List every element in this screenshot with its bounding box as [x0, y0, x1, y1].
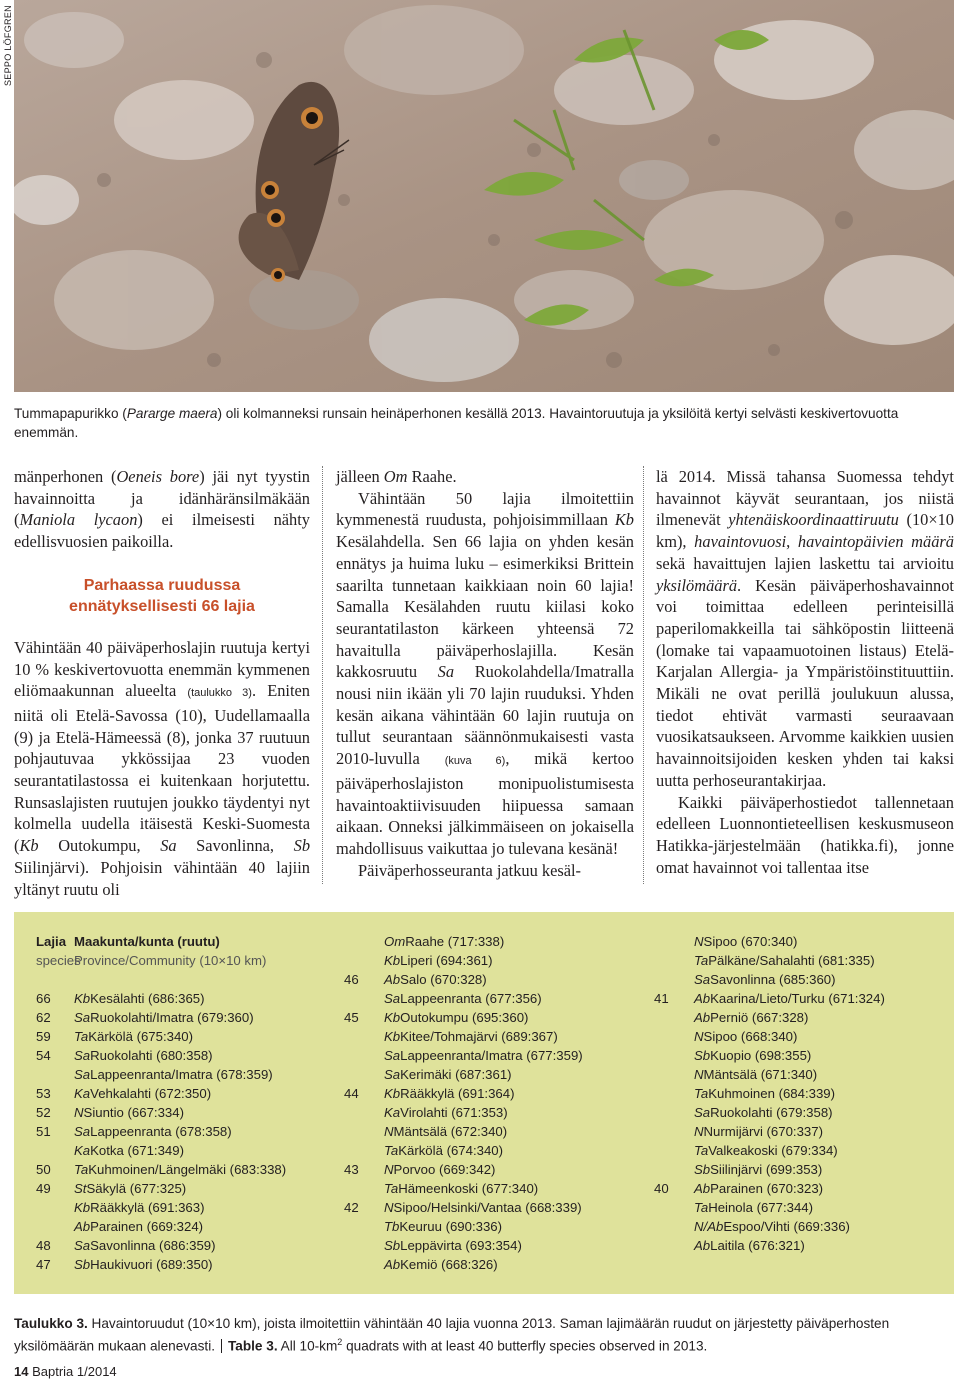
page-footer	[14, 1364, 117, 1379]
species-count: 46	[344, 972, 359, 987]
species-count	[344, 1046, 384, 1065]
province-abbr: Ta	[694, 1086, 709, 1101]
province-abbr: Tb	[384, 1219, 400, 1234]
province-abbr: Ab	[384, 1257, 401, 1272]
table-row	[654, 970, 954, 989]
species-count	[344, 951, 384, 970]
province-abbr: Sa	[694, 1105, 711, 1120]
table-caption: Taulukko 3. Havaintoruudut (10×10 km), joista ilmoitettiin vähintään 40 lajia vuonna 2013. Saman lajimäärän ruudut on järjestetty päiväperhosten yksilömäärän mukaan alenevasti. Table 3. All $10-km^2$ quadrats with at least 40 butterfly species observed in 2013.	[14, 1316, 890, 1354]
province-abbr: Ta	[384, 1143, 399, 1158]
province-abbr: Ta	[694, 1143, 709, 1158]
province-abbr: Sa	[384, 1048, 401, 1063]
photo-caption: Tummapapurikko (Pararge maera) oli kolmanneksi runsain heinäperhonen kesällä 2013. Havaintoruutuja ja yksilöitä kertyi selvästi keskivertovuotta enemmän.	[14, 406, 899, 440]
place-name: Kärkölä (675:340)	[88, 1029, 194, 1044]
table-row	[344, 951, 644, 970]
table-row	[344, 1122, 644, 1141]
table-row	[36, 1084, 336, 1103]
place-name: Vehkalahti (672:350)	[90, 1086, 212, 1101]
species-count: 53	[36, 1086, 51, 1101]
place-name: Hämeenkoski (677:340)	[398, 1181, 539, 1196]
species-count	[654, 932, 694, 951]
place-name: Siuntio (667:334)	[83, 1105, 184, 1120]
place-name: Lappeenranta/Imatra (677:359)	[400, 1048, 583, 1063]
province-abbr: Sa	[694, 972, 711, 987]
table-row	[36, 1255, 336, 1274]
province-abbr: Kb	[74, 991, 91, 1006]
place-name: Liperi (694:361)	[400, 953, 493, 968]
place-name: Parainen (670:323)	[710, 1181, 824, 1196]
place-name: Pälkäne/Sahalahti (681:335)	[708, 953, 875, 968]
place-name: Salo (670:328)	[400, 972, 487, 987]
species-count	[344, 1141, 384, 1160]
species-count: 49	[36, 1181, 51, 1196]
table-row	[344, 1255, 644, 1274]
place-name: Kuopio (698:355)	[710, 1048, 812, 1063]
province-abbr: Ka	[384, 1105, 401, 1120]
species-count	[344, 1179, 384, 1198]
place-name: Kitee/Tohmajärvi (689:367)	[400, 1029, 558, 1044]
species-count	[654, 1198, 694, 1217]
table-row	[36, 1046, 336, 1065]
table-row	[654, 1122, 954, 1141]
species-count	[344, 1027, 384, 1046]
species-count	[654, 1046, 694, 1065]
place-name: Espoo/Vihti (669:336)	[723, 1219, 850, 1234]
species-count	[344, 1236, 384, 1255]
place-name: Leppävirta (693:354)	[400, 1238, 522, 1253]
column-divider	[322, 466, 323, 884]
place-name: Lappeenranta (678:358)	[90, 1124, 232, 1139]
table-row	[654, 1217, 954, 1236]
place-name: Kotka (671:349)	[90, 1143, 184, 1158]
table-row	[654, 1198, 954, 1217]
table-row	[36, 1236, 336, 1255]
province-abbr: Kb	[384, 1010, 401, 1025]
place-name: Porvoo (669:342)	[393, 1162, 496, 1177]
table-row	[654, 1008, 954, 1027]
province-abbr: Kb	[384, 1029, 401, 1044]
table-header	[36, 932, 336, 951]
place-name: Ruokolahti/Imatra (679:360)	[90, 1010, 254, 1025]
province-abbr: Ab	[694, 1238, 711, 1253]
paragraph: mänperhonen (Oeneis bore) jäi nyt tyystin havainnoitta ja idänhäränsilmäkään (Maniola lycaon) ei ilmeisesti nähty edellisvuosien paikoilla.	[14, 467, 310, 552]
species-count	[36, 1217, 74, 1236]
province-abbr: St	[74, 1181, 87, 1196]
place-name: Kärkölä (674:340)	[398, 1143, 504, 1158]
place-name: Lappeenranta (677:356)	[400, 991, 542, 1006]
section-heading: Parhaassa ruudussa ennätyksellisesti 66 lajia	[69, 576, 255, 615]
article-column-2	[336, 466, 634, 881]
species-count	[344, 1103, 384, 1122]
place-name: Outokumpu (695:360)	[400, 1010, 529, 1025]
species-count: 42	[344, 1200, 359, 1215]
place-name: Rääkkylä (691:363)	[90, 1200, 205, 1215]
header-place-en: Province/Community (10×10 km)	[74, 953, 267, 968]
province-abbr: Ta	[694, 1200, 709, 1215]
place-name: Lappeenranta/Imatra (678:359)	[90, 1067, 273, 1082]
species-count	[654, 1065, 694, 1084]
province-abbr: Sb	[74, 1257, 91, 1272]
species-count	[654, 1103, 694, 1122]
table-row	[344, 1027, 644, 1046]
species-count	[36, 1065, 74, 1084]
table-row	[654, 1103, 954, 1122]
place-name: Mäntsälä (672:340)	[393, 1124, 508, 1139]
table-row	[36, 1198, 336, 1217]
province-abbr: Ab	[74, 1219, 91, 1234]
species-count: 45	[344, 1010, 359, 1025]
place-name: Kerimäki (687:361)	[400, 1067, 512, 1082]
place-name: Parainen (669:324)	[90, 1219, 204, 1234]
table-row	[344, 932, 644, 951]
table-row	[344, 1103, 644, 1122]
place-name: Savonlinna (685:360)	[710, 972, 836, 987]
province-abbr: Sa	[74, 1067, 91, 1082]
species-count	[654, 1084, 694, 1103]
place-name: Ruokolahti (680:358)	[90, 1048, 213, 1063]
province-abbr: Ab	[694, 1010, 711, 1025]
page-number: 14	[14, 1364, 29, 1379]
species-count	[344, 1122, 384, 1141]
province-abbr: N	[694, 1124, 704, 1139]
table-row	[344, 1141, 644, 1160]
table-row	[654, 1179, 954, 1198]
table-row	[344, 970, 644, 989]
place-name: Sipoo (668:340)	[703, 1029, 798, 1044]
province-abbr: Ka	[74, 1143, 91, 1158]
table-row	[344, 1008, 644, 1027]
table-subheader	[36, 951, 336, 970]
province-abbr: Ta	[74, 1029, 89, 1044]
table-row	[344, 1217, 644, 1236]
species-count	[654, 1141, 694, 1160]
province-abbr: N	[74, 1105, 84, 1120]
paragraph: jälleen Om Raahe.	[336, 467, 457, 486]
table-row	[36, 1217, 336, 1236]
table-row	[36, 1160, 336, 1179]
species-count	[344, 1255, 384, 1274]
place-name: Säkylä (677:325)	[86, 1181, 187, 1196]
species-count: 54	[36, 1048, 51, 1063]
species-count: 52	[36, 1105, 51, 1120]
table-row	[654, 989, 954, 1008]
species-count	[344, 932, 384, 951]
place-name: Haukivuori (689:350)	[90, 1257, 213, 1272]
table-row	[36, 1065, 336, 1084]
species-count	[654, 1027, 694, 1046]
species-count	[654, 970, 694, 989]
place-name: Kuhmoinen/Längelmäki (683:338)	[88, 1162, 287, 1177]
table-row	[654, 1065, 954, 1084]
province-abbr: Sa	[74, 1010, 91, 1025]
table-row	[36, 1179, 336, 1198]
species-count: 41	[654, 991, 669, 1006]
table-row	[344, 1179, 644, 1198]
header-place: Maakunta/kunta (ruutu)	[74, 934, 220, 949]
province-abbr: N	[694, 1029, 704, 1044]
province-abbr: Om	[384, 934, 406, 949]
species-count	[654, 1122, 694, 1141]
table-row	[36, 1103, 336, 1122]
species-count: 47	[36, 1257, 51, 1272]
province-abbr: Kb	[74, 1200, 91, 1215]
table-row	[654, 1027, 954, 1046]
place-name: Laitila (676:321)	[710, 1238, 805, 1253]
table-row	[36, 1027, 336, 1046]
province-abbr: Ka	[74, 1086, 91, 1101]
table-row	[344, 1198, 644, 1217]
article-column-1	[14, 466, 310, 900]
place-name: Keuruu (690:336)	[399, 1219, 503, 1234]
header-species-en: species	[36, 953, 81, 968]
province-abbr: Sa	[384, 991, 401, 1006]
species-count: 51	[36, 1124, 51, 1139]
place-name: Siilinjärvi (699:353)	[710, 1162, 823, 1177]
place-name: Mäntsälä (671:340)	[703, 1067, 818, 1082]
province-abbr: Ta	[74, 1162, 89, 1177]
species-count	[654, 951, 694, 970]
province-abbr: N/Ab	[694, 1219, 724, 1234]
species-count	[36, 1141, 74, 1160]
species-count	[654, 1160, 694, 1179]
table-column-1	[36, 932, 336, 1274]
province-abbr: N	[384, 1124, 394, 1139]
place-name: Kesälahti (686:365)	[90, 991, 205, 1006]
paragraph: Vähintään 50 lajia ilmoitettiin kymmenestä ruudusta, pohjoisimmillaan Kb Kesälahdella. Sen 66 lajia on yhden kesän ennätys ja huima luku – esimerkiksi Brittein saarilta tunnetaan kaikkiaan noin 60 lajia! Samalla Kesälahden ruutu kiilasi koko seurantatilaston kärkeen yhteensä 72 havaitulla päiväperhoslajilla. Kesän kakkosruutu Sa Ruokolahdella/Imatralla nousi niin ikään yli 70 lajin ruuduksi. Yhden kesän aikana vähintään 60 lajin ruutuja on tullut seurantaan säännönmukaisesti vasta 2010-luvulla (kuva 6), mikä kertoo päiväperhoslajiston monipuolistumisesta havaintoaktiivisuuden hiipuessa samaan aikaan. Onneksi jälkimmäiseen on jokaisella mahdollisuus vaikuttaa jo tulevana kesänä!	[336, 488, 634, 858]
province-abbr: Sb	[694, 1162, 711, 1177]
paragraph: lä 2014. Missä tahansa Suomessa tehdyt havainnot käyvät seurantaan, jos niistä ilmenevät yhtenäiskoordinaattiruutu (10×10 km), havaintovuosi, havaintopäivien määrä sekä havaittujen lajien laskettu tai arvioitu yksilömäärä. Kesän päiväperhoshavainnot voi toimittaa edelleen perinteisillä paperilomakkeilla tai sähköpostin liitteenä (lomake tai vapaamuotoinen listaus) Etelä-Karjalan Allergia- ja Ympäristöinstituuttiin. Mikäli ne ovat perillä joulukuun alussa, tiedot ehtivät varmasti seuraavaan vuosikatsaukseen. Arvomme kaikkien uusien havainnoitsijoiden kesken yhden tai kaksi uutta perhoseurantakirjaa.	[656, 467, 954, 790]
province-abbr: Ab	[694, 991, 711, 1006]
place-name: Ruokolahti (679:358)	[710, 1105, 833, 1120]
province-abbr: Sb	[384, 1238, 401, 1253]
province-abbr: Kb	[384, 1086, 401, 1101]
place-name: Rääkkylä (691:364)	[400, 1086, 515, 1101]
place-name: Kaarina/Lieto/Turku (671:324)	[710, 991, 885, 1006]
province-abbr: Sa	[384, 1067, 401, 1082]
province-abbr: N	[384, 1162, 394, 1177]
species-count	[654, 1236, 694, 1255]
species-count: 62	[36, 1010, 51, 1025]
table-row	[344, 1084, 644, 1103]
butterfly-photo	[14, 0, 954, 392]
table-row	[654, 951, 954, 970]
place-name: Nurmijärvi (670:337)	[703, 1124, 823, 1139]
province-abbr: N	[694, 1067, 704, 1082]
province-abbr: N	[694, 934, 704, 949]
table-row	[36, 1008, 336, 1027]
species-count: 40	[654, 1181, 669, 1196]
table-row	[654, 932, 954, 951]
table-row	[654, 1236, 954, 1255]
province-abbr: Sa	[74, 1238, 91, 1253]
species-count	[654, 1217, 694, 1236]
species-count	[36, 1198, 74, 1217]
table-row	[344, 1236, 644, 1255]
province-abbr: Sb	[694, 1048, 711, 1063]
table-row	[36, 989, 336, 1008]
paragraph: Vähintään 40 päiväperhoslajin ruutuja kertyi 10 % keskivertovuotta enemmän kymmenen eliömaakunnan alueelta (taulukko 3). Eniten niitä oli Etelä-Savossa (10), Uudellamaalla (9) ja Etelä-Hämeessä (8), jonka 37 ruutuun pohjautuvaa ykkössijaa 23 vuoden seurantatilastossa ei kuitenkaan horjutettu. Runsaslajisten ruutujen joukko täydentyi nyt kolmella uudella itäisestä Keski-Suomesta (Kb Outokumpu, Sa Savonlinna, Sb Siilinjärvi). Pohjoisin vähintään 40 lajiin yltänyt ruutu oli	[14, 637, 311, 899]
journal-name: Baptria 1/2014	[32, 1364, 117, 1379]
column-divider	[643, 466, 644, 884]
place-name: Virolahti (671:353)	[400, 1105, 508, 1120]
table-row	[344, 989, 644, 1008]
place-name: Heinola (677:344)	[708, 1200, 814, 1215]
table-row	[344, 1065, 644, 1084]
article-column-3	[656, 466, 954, 878]
place-name: Perniö (667:328)	[710, 1010, 809, 1025]
province-abbr: Sa	[74, 1124, 91, 1139]
place-name: Kemiö (668:326)	[400, 1257, 498, 1272]
province-abbr: N	[384, 1200, 394, 1215]
province-abbr: Ta	[384, 1181, 399, 1196]
table-row	[654, 1141, 954, 1160]
paragraph: Päiväperhosseuranta jatkuu kesäl-	[358, 860, 582, 880]
species-count: 66	[36, 991, 51, 1006]
species-count: 48	[36, 1238, 51, 1253]
place-name: Savonlinna (686:359)	[90, 1238, 216, 1253]
table-row	[654, 1084, 954, 1103]
paragraph: Kaikki päiväperhostiedot tallennetaan edelleen Luonnontieteellisen keskusmuseon Hatikka-järjestelmään (hatikka.fi), jonne omat havainnot voi tallentaa itse	[656, 792, 954, 877]
species-count: 43	[344, 1162, 359, 1177]
table-row	[36, 1122, 336, 1141]
table-row	[344, 1046, 644, 1065]
table-row	[36, 1141, 336, 1160]
species-count	[654, 1008, 694, 1027]
species-table	[14, 912, 954, 1294]
species-count: 44	[344, 1086, 359, 1101]
header-species: Lajia	[36, 934, 67, 949]
place-name: Raahe (717:338)	[405, 934, 505, 949]
species-count: 50	[36, 1162, 51, 1177]
species-count: 59	[36, 1029, 51, 1044]
table-row	[654, 1160, 954, 1179]
province-abbr: Ab	[384, 972, 401, 987]
province-abbr: Ta	[694, 953, 709, 968]
province-abbr: Kb	[384, 953, 401, 968]
province-abbr: Ab	[694, 1181, 711, 1196]
species-count	[344, 989, 384, 1008]
place-name: Valkeakoski (679:334)	[708, 1143, 838, 1158]
table-column-2	[344, 932, 644, 1274]
photo-credit: SEPPO LÖFGREN	[3, 5, 13, 86]
place-name: Sipoo/Helsinki/Vantaa (668:339)	[393, 1200, 582, 1215]
province-abbr: Sa	[74, 1048, 91, 1063]
place-name: Sipoo (670:340)	[703, 934, 798, 949]
species-count	[344, 1217, 384, 1236]
species-count	[344, 1065, 384, 1084]
table-column-3	[654, 932, 954, 1255]
place-name: Kuhmoinen (684:339)	[708, 1086, 836, 1101]
table-row	[654, 1046, 954, 1065]
table-row	[344, 1160, 644, 1179]
